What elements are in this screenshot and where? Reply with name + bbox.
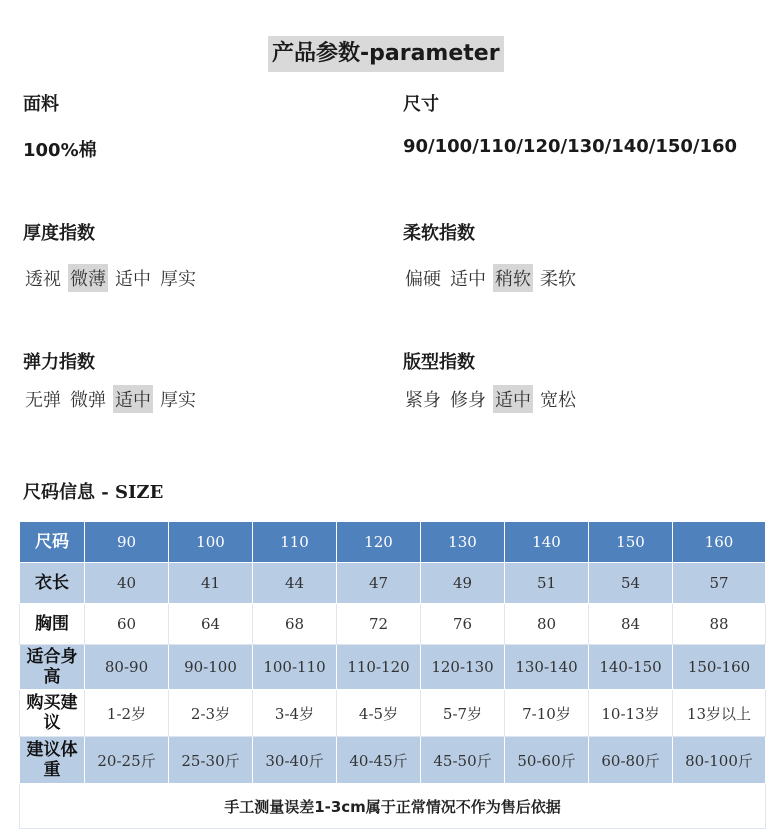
table-cell: 80 [505, 604, 589, 645]
fit-label: 版型指数 [403, 352, 475, 373]
table-cell: 72 [337, 604, 421, 645]
softness-option: 稍软 [493, 264, 533, 292]
thickness-option: 微薄 [68, 264, 108, 292]
age-row [20, 690, 766, 737]
table-cell: 45-50斤 [421, 737, 505, 784]
size-label: 尺寸 [403, 94, 439, 115]
table-cell: 88 [673, 604, 766, 645]
table-cell: 130-140 [505, 645, 589, 690]
table-cell: 4-5岁 [337, 690, 421, 737]
table-cell: 54 [589, 563, 673, 604]
page-title: 产品参数-parameter [268, 36, 504, 72]
size-info-heading [23, 478, 163, 504]
table-cell: 130 [421, 522, 505, 563]
table-cell: 140-150 [589, 645, 673, 690]
thickness-option: 厚实 [160, 269, 196, 290]
size-row [20, 522, 766, 563]
table-cell: 150-160 [673, 645, 766, 690]
row-label: 尺码 [20, 522, 85, 563]
table-cell: 5-7岁 [421, 690, 505, 737]
table-cell: 80-100斤 [673, 737, 766, 784]
table-cell: 64 [169, 604, 253, 645]
table-cell: 50-60斤 [505, 737, 589, 784]
table-cell: 7-10岁 [505, 690, 589, 737]
fit-option: 宽松 [540, 390, 576, 411]
softness-label: 柔软指数 [403, 223, 475, 244]
size-table [19, 521, 766, 829]
table-cell: 68 [253, 604, 337, 645]
thickness-option: 适中 [115, 269, 151, 290]
row-label: 衣长 [20, 563, 85, 604]
table-cell: 90-100 [169, 645, 253, 690]
elasticity-option: 厚实 [160, 390, 196, 411]
size-info-heading-sep: - [95, 482, 116, 503]
thickness-options [23, 264, 203, 292]
elasticity-option: 无弹 [25, 390, 61, 411]
table-cell: 110 [253, 522, 337, 563]
row-label: 胸围 [20, 604, 85, 645]
row-label: 适合身高 [20, 645, 85, 690]
table-cell: 2-3岁 [169, 690, 253, 737]
table-cell: 40 [85, 563, 169, 604]
table-cell: 76 [421, 604, 505, 645]
thickness-option: 透视 [25, 269, 61, 290]
table-cell: 41 [169, 563, 253, 604]
table-cell: 120 [337, 522, 421, 563]
table-cell: 25-30斤 [169, 737, 253, 784]
fabric-label: 面料 [23, 94, 59, 115]
fit-options [403, 385, 583, 413]
table-cell: 100 [169, 522, 253, 563]
fit-option: 修身 [450, 390, 486, 411]
table-cell: 13岁以上 [673, 690, 766, 737]
table-cell: 160 [673, 522, 766, 563]
table-cell: 90 [85, 522, 169, 563]
fit-option: 适中 [493, 385, 533, 413]
size-info-heading-en: SIZE [115, 482, 164, 503]
size-info-heading-cn: 尺码信息 [23, 482, 95, 503]
table-cell: 80-90 [85, 645, 169, 690]
size-value: 90/100/110/120/130/140/150/160 [403, 136, 738, 157]
table-cell: 100-110 [253, 645, 337, 690]
elasticity-label: 弹力指数 [23, 352, 95, 373]
table-cell: 60 [85, 604, 169, 645]
chest-row [20, 604, 766, 645]
elasticity-option: 微弹 [70, 390, 106, 411]
table-cell: 51 [505, 563, 589, 604]
length-row [20, 563, 766, 604]
elasticity-option: 适中 [113, 385, 153, 413]
row-label: 建议体重 [20, 737, 85, 784]
softness-options [403, 264, 583, 292]
table-cell: 110-120 [337, 645, 421, 690]
table-cell: 57 [673, 563, 766, 604]
elasticity-options [23, 385, 203, 413]
table-cell: 140 [505, 522, 589, 563]
table-cell: 60-80斤 [589, 737, 673, 784]
table-cell: 44 [253, 563, 337, 604]
fabric-value: 100%棉 [23, 140, 97, 161]
fit-option: 紧身 [405, 390, 441, 411]
table-cell: 3-4岁 [253, 690, 337, 737]
table-cell: 47 [337, 563, 421, 604]
table-cell: 120-130 [421, 645, 505, 690]
softness-option: 偏硬 [405, 269, 441, 290]
table-cell: 40-45斤 [337, 737, 421, 784]
softness-option: 适中 [450, 269, 486, 290]
table-cell: 49 [421, 563, 505, 604]
table-cell: 20-25斤 [85, 737, 169, 784]
weight-row [20, 737, 766, 784]
height-row [20, 645, 766, 690]
table-cell: 84 [589, 604, 673, 645]
note-row [20, 784, 766, 829]
table-cell: 30-40斤 [253, 737, 337, 784]
row-label: 购买建议 [20, 690, 85, 737]
softness-option: 柔软 [540, 269, 576, 290]
table-cell: 10-13岁 [589, 690, 673, 737]
measurement-note: 手工测量误差1-3cm属于正常情况不作为售后依据 [20, 784, 766, 829]
table-cell: 150 [589, 522, 673, 563]
table-cell: 1-2岁 [85, 690, 169, 737]
thickness-label: 厚度指数 [23, 223, 95, 244]
